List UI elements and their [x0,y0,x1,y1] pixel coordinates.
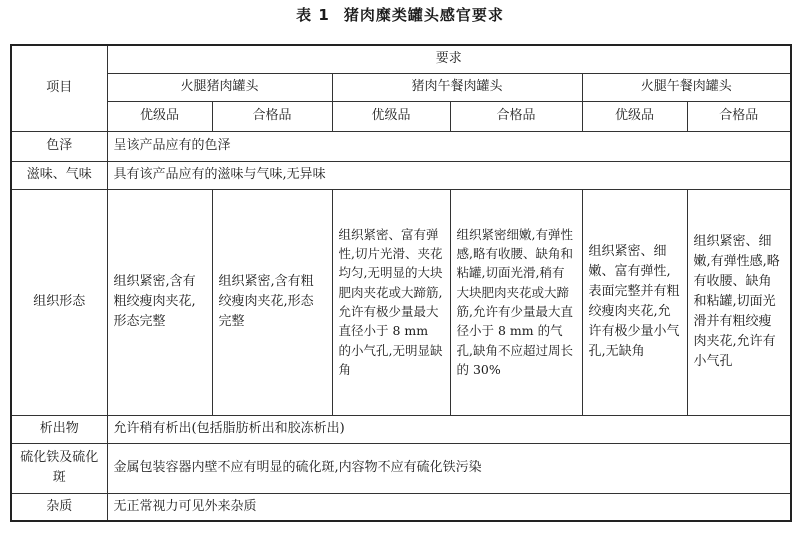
texture-cell: 组织紧密细嫩,有弹性感,略有收腰、缺角和粘罐,切面光滑,稍有大块肥肉夹花或大蹄筋,允许有少量最大直径小于 8 mm 的气孔,缺角不应超过周长的 30% [450,189,582,415]
header-grade: 优级品 [332,101,450,131]
row-impurities [11,493,791,521]
row-precipitate-item: 析出物 [11,415,107,443]
row-precipitate [11,415,791,443]
row-taste-item: 滋味、气味 [11,161,107,189]
row-iron-sulfide [11,443,791,493]
row-taste [11,161,791,189]
texture-cell: 组织紧密,含有粗绞瘦肉夹花,形态完整 [212,189,332,415]
header-row-requirement [11,45,791,73]
row-precipitate-value: 允许稍有析出(包括脂肪析出和胶冻析出) [107,415,791,443]
texture-cell: 组织紧密,含有粗绞瘦肉夹花,形态完整 [107,189,212,415]
row-color-value: 呈该产品应有的色泽 [107,131,791,161]
header-grade: 优级品 [107,101,212,131]
header-product-pork-luncheon: 猪肉午餐肉罐头 [332,73,582,101]
header-requirement: 要求 [107,45,791,73]
header-grade: 合格品 [450,101,582,131]
header-grade: 合格品 [212,101,332,131]
row-texture [11,189,791,415]
header-product-ham-luncheon: 火腿午餐肉罐头 [582,73,791,101]
row-color [11,131,791,161]
texture-cell: 组织紧密、富有弹性,切片光滑、夹花均匀,无明显的大块肥肉夹花或大蹄筋,允许有极少量最大直径小于 8 mm 的小气孔,无明显缺角 [332,189,450,415]
row-iron-sulfide-value: 金属包装容器内壁不应有明显的硫化斑,内容物不应有硫化铁污染 [107,443,791,493]
row-impurities-value: 无正常视力可见外来杂质 [107,493,791,521]
texture-cell: 组织紧密、细嫩,有弹性感,略有收腰、缺角和粘罐,切面光滑并有粗绞瘦肉夹花,允许有小气孔 [687,189,791,415]
header-grade: 合格品 [687,101,791,131]
row-texture-item: 组织形态 [11,189,107,415]
row-impurities-item: 杂质 [11,493,107,521]
row-taste-value: 具有该产品应有的滋味与气味,无异味 [107,161,791,189]
header-product-ham-pork: 火腿猪肉罐头 [107,73,332,101]
row-iron-sulfide-item: 硫化铁及硫化斑 [11,443,107,493]
table-number: 表 1 [296,6,330,24]
header-row-products [11,73,791,101]
table-caption [0,4,800,25]
sensory-requirements-table [10,44,792,522]
texture-cell: 组织紧密、细嫩、富有弹性,表面完整并有粗绞瘦肉夹花,允许有极少量小气孔,无缺角 [582,189,687,415]
header-row-grades [11,101,791,131]
header-grade: 优级品 [582,101,687,131]
table-title: 猪肉糜类罐头感官要求 [343,6,504,24]
row-color-item: 色泽 [11,131,107,161]
header-item: 项目 [11,45,107,131]
